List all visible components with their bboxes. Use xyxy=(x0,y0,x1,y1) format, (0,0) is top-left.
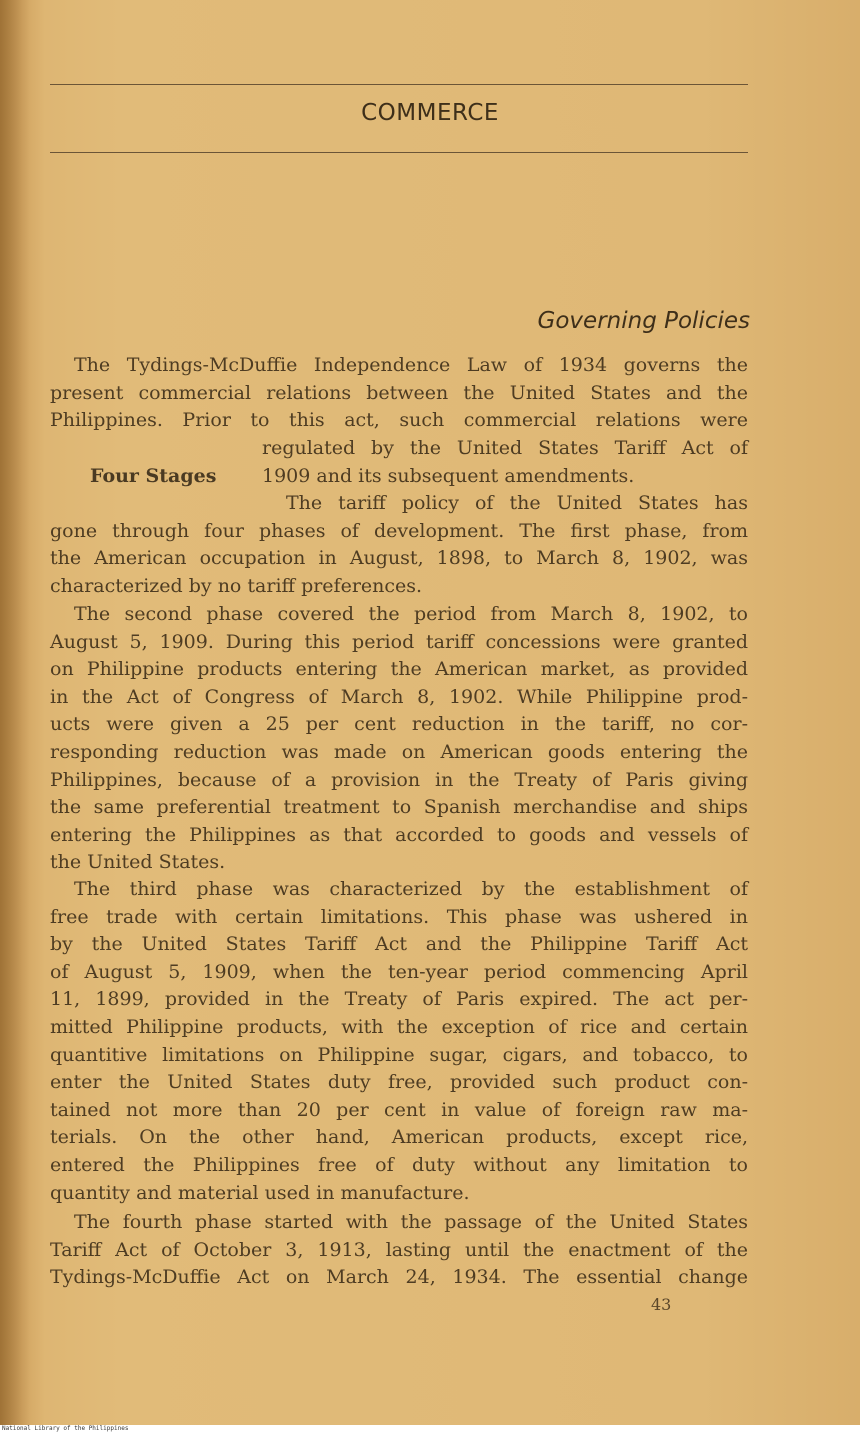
text-line: The tariff policy of the United States has xyxy=(286,492,748,514)
text-line: of August 5, 1909, when the ten-year period commencing April xyxy=(50,960,748,983)
paragraph-2 xyxy=(50,490,748,600)
text-line: ucts were given a 25 per cent reduction in the tariff, no cor- xyxy=(50,713,748,736)
text-line: The Tydings-McDuffie Independence Law of 1934 governs the xyxy=(74,354,748,376)
page-spine-shadow xyxy=(0,0,30,1425)
text-line: gone through four phases of development. The first phase, from xyxy=(50,519,748,542)
text-line: entering the Philippines as that accorded to goods and vessels of xyxy=(50,823,748,846)
text-line: August 5, 1909. During this period tariff concessions were granted xyxy=(50,630,748,653)
text-line: by the United States Tariff Act and the Philippine Tariff Act xyxy=(50,933,748,956)
text-line: the same preferential treatment to Spanish merchandise and ships xyxy=(50,796,748,819)
text-line: enter the United States duty free, provided such product con- xyxy=(50,1071,748,1094)
text-line: free trade with certain limitations. This phase was ushered in xyxy=(50,905,748,928)
margin-sidenote: Four Stages xyxy=(90,465,217,487)
text-line: in the Act of Congress of March 8, 1902. While Philippine prod- xyxy=(50,685,748,708)
text-line: quantity and material used in manufacture. xyxy=(50,1181,470,1204)
paragraph-3 xyxy=(50,601,748,877)
text-line: present commercial relations between the United States and the xyxy=(50,381,748,404)
paragraph-1 xyxy=(50,352,748,435)
paragraph-5 xyxy=(50,1209,748,1292)
text-line: terials. On the other hand, American products, except rice, xyxy=(50,1126,748,1149)
text-line: 1909 and its subsequent amendments. xyxy=(262,464,635,487)
chapter-title: COMMERCE xyxy=(361,100,499,126)
text-line: regulated by the United States Tariff Act of xyxy=(262,437,748,459)
text-line: The second phase covered the period from March 8, 1902, to xyxy=(74,603,748,625)
text-line: responding reduction was made on American goods entering the xyxy=(50,740,748,763)
title-underline-rule xyxy=(50,152,748,153)
text-line: the United States. xyxy=(50,851,226,874)
text-line: entered the Philippines free of duty without any limitation to xyxy=(50,1153,748,1176)
text-line: characterized by no tariff preferences. xyxy=(50,574,423,597)
text-line: quantitive limitations on Philippine sugar, cigars, and tobacco, to xyxy=(50,1043,748,1066)
text-line: on Philippine products entering the American market, as provided xyxy=(50,658,748,681)
top-rule xyxy=(50,84,748,85)
text-line: Tariff Act of October 3, 1913, lasting until the enactment of the xyxy=(50,1238,748,1261)
paragraph-1-wrapped xyxy=(262,435,748,490)
paragraph-4 xyxy=(50,876,748,1207)
section-heading: Governing Policies xyxy=(537,308,750,334)
text-line: tained not more than 20 per cent in value of foreign raw ma- xyxy=(50,1098,748,1121)
text-line: The third phase was characterized by the establishment of xyxy=(74,878,748,900)
page-number: 43 xyxy=(651,1295,672,1314)
text-line: Philippines. Prior to this act, such commercial relations were xyxy=(50,409,748,432)
text-line: Philippines, because of a provision in the Treaty of Paris giving xyxy=(50,768,748,791)
text-line: The fourth phase started with the passage of the United States xyxy=(74,1211,748,1233)
text-line: the American occupation in August, 1898, to March 8, 1902, was xyxy=(50,547,748,570)
footer-credit: National Library of the Philippines xyxy=(0,1425,860,1433)
text-line: Tydings-McDuffie Act on March 24, 1934. The essential change xyxy=(50,1266,748,1289)
text-line: 11, 1899, provided in the Treaty of Paris expired. The act per- xyxy=(50,988,748,1011)
text-line: mitted Philippine products, with the exception of rice and certain xyxy=(50,1015,748,1038)
